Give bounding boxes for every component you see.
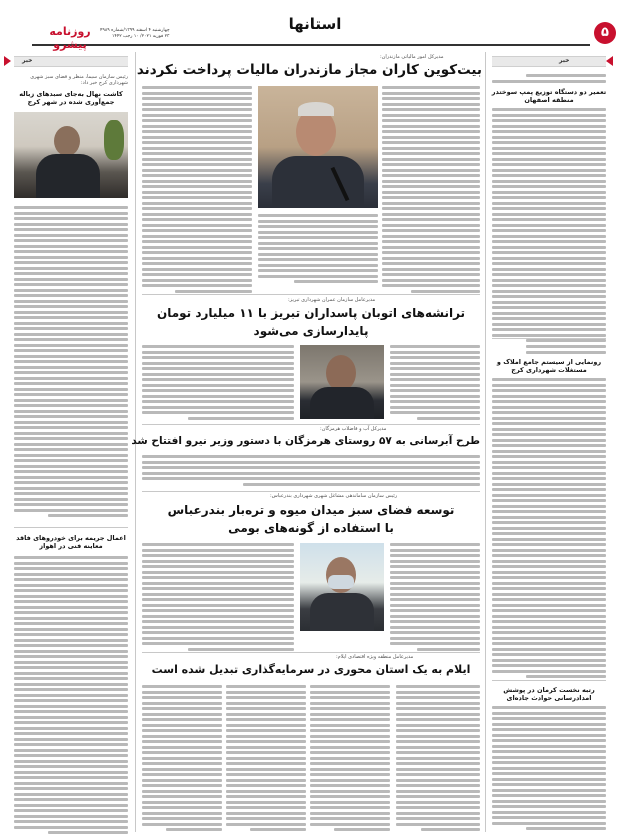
tabriz-headline-1: ترانشه‌های اتوبان پاسداران تبریز با ۱۱ میلیارد تومان (156, 306, 466, 320)
right-article-1-body (492, 108, 606, 345)
ilam-headline: ایلام به یک استان محوری در سرمایه‌گذاری تبدیل شده است (151, 663, 471, 676)
tabriz-kicker: مدیرعامل سازمان عمران شهرداری تبریز: (288, 297, 376, 303)
photo-person-body (310, 593, 374, 631)
tabriz-headline-2: پایدارسازی می‌شود (253, 324, 369, 338)
tabriz-body-col-1 (390, 345, 480, 422)
logo-text: روزنامه پیشرو (49, 25, 91, 51)
photo-person-body (272, 156, 364, 208)
bandarabbas-body-col-1 (390, 543, 480, 653)
hormozgan-body (142, 455, 480, 488)
bandarabbas-body-col-2 (142, 543, 294, 653)
ilam-body-col-1 (396, 685, 480, 834)
hormozgan-separator (142, 424, 480, 425)
ilam-body-col-3 (226, 685, 306, 834)
column-divider-right (485, 52, 486, 832)
right-separator-2 (492, 680, 606, 681)
bandarabbas-separator (142, 491, 480, 492)
right-article-2-intro (492, 345, 606, 356)
photo-person-hair (298, 102, 334, 116)
section-title: استانها (288, 15, 342, 33)
ilam-separator (142, 652, 480, 653)
bandarabbas-headline-1: توسعه فضای سبز میدان میوه و تره‌بار بندرعباس (167, 503, 455, 517)
main-body-col-3 (142, 86, 252, 295)
left-separator-1 (14, 527, 128, 528)
right-article-2-body (492, 378, 606, 681)
date-line-1: چهارشنبه ۴ اسفند ۱۳۹۹/شماره ۴۹۸۹ (100, 28, 170, 33)
left-article-1-headline: کاشت نهال به‌جای سبدهای زباله جمع‌آوری شده در شهر کرج (19, 90, 123, 106)
left-article-2-body (14, 556, 128, 837)
right-article-3-body (492, 706, 606, 833)
main-kicker: مدیرکل امور مالیاتی مازندران: (380, 54, 444, 60)
left-article-1-body (14, 206, 128, 520)
right-article-1-headline: تعمیر دو دستگاه توزیع پمپ سوختدر منطقه اصفهان (491, 88, 607, 104)
left-section-arrow (4, 56, 11, 66)
logo (40, 25, 100, 51)
ilam-body-col-2 (310, 685, 390, 834)
photo-face-mask (328, 575, 354, 589)
left-article-1-kicker: رئیس سازمان سیما، منظر و فضای سبز شهری شهرداری کرج خبر داد: (30, 74, 128, 86)
tabriz-body-col-2 (142, 345, 294, 422)
left-section-label: خبر (22, 57, 33, 64)
bandarabbas-kicker: رئیس سازمان ساماندهی مشاغل شهری شهرداری بندرعباس: (270, 493, 398, 499)
right-section-bar (492, 56, 606, 67)
photo-person-body (36, 154, 100, 198)
main-headline: بیت‌کوین کاران مجاز مازندران مالیات پرداخت نکردند (136, 62, 482, 78)
page-number-badge: ۵ (594, 22, 616, 44)
date-line-2: ۲۳ فوریه ۲۰۲۱/ ۱۰ رجب ۱۴۴۲ (112, 34, 170, 39)
photo-person-body (310, 387, 374, 419)
ilam-body-col-4 (142, 685, 222, 834)
photo-plant (104, 120, 124, 160)
right-article-2-headline: رونمایی از سیستم جامع املاک و مستغلات شهرداری کرج (496, 358, 602, 374)
left-article-2-headline: اعمال جریمه برای خودروهای فاقد معاینه فنی در اهواز (16, 534, 126, 550)
main-body-col-1 (382, 86, 480, 295)
bandarabbas-photo (300, 543, 384, 631)
main-photo (258, 86, 378, 208)
photo-person-head (54, 126, 80, 156)
header-rule (32, 44, 590, 46)
ilam-kicker: مدیرعامل منطقه ویژه اقتصادی ایلام: (336, 654, 414, 660)
bandarabbas-headline-2: با استفاده از گونه‌های بومی (228, 521, 394, 535)
main-body-col-2 (258, 214, 378, 286)
photo-person-head (326, 355, 356, 391)
hormozgan-kicker: مدیرکل آب و فاضلاب هرمزگان: (320, 426, 387, 432)
left-article-1-photo (14, 112, 128, 198)
hormozgan-headline: طرح آبرسانی به ۵۷ روستای هرمزگان با دستور وزیر نیرو افتتاح شد (131, 435, 480, 447)
right-article-1-intro (492, 74, 606, 85)
right-section-arrow (606, 56, 613, 66)
right-article-3-headline: رتبه نخست کرمان در پوشش امدادرسانی حوادث جاده‌ای (503, 686, 595, 702)
tabriz-separator (142, 294, 480, 295)
right-separator-1 (492, 338, 606, 339)
right-section-label: خبر (559, 57, 570, 64)
tabriz-photo (300, 345, 384, 419)
